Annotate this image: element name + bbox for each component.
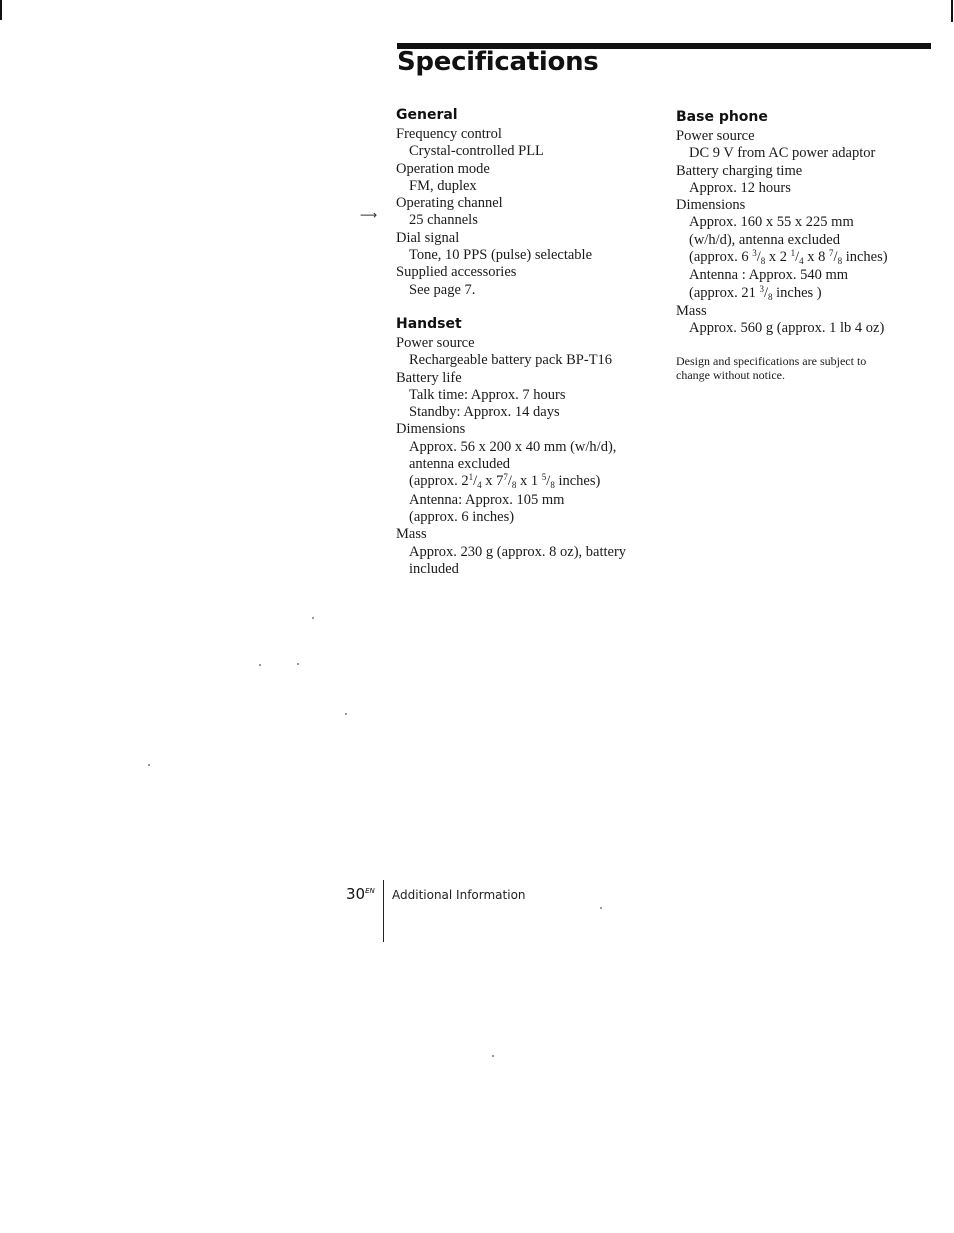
scan-speck <box>600 907 602 909</box>
base-power-value: DC 9 V from AC power adaptor <box>689 145 876 162</box>
fraction-numerator: 3 <box>752 248 757 259</box>
base-charging-value: Approx. 12 hours <box>689 179 791 196</box>
handset-heading: Handset <box>396 315 462 332</box>
fraction-denominator: 8 <box>768 291 773 302</box>
fraction-denominator: 4 <box>799 256 804 267</box>
right-column <box>676 108 936 382</box>
fraction-denominator: 8 <box>760 256 766 267</box>
scan-speck <box>312 617 314 619</box>
footer-divider <box>383 880 384 942</box>
scan-edge-mark-left <box>0 0 2 20</box>
handset-dim-line1: Approx. 56 x 200 x 40 mm (w/h/d), <box>409 438 617 455</box>
handset-standby: Standby: Approx. 14 days <box>409 404 560 421</box>
base-power-label: Power source <box>676 128 755 144</box>
left-column <box>396 106 676 578</box>
footer-section-title: Additional Information <box>392 888 526 902</box>
scan-speck <box>492 1055 494 1057</box>
handset-mass-line2: included <box>409 560 459 577</box>
base-antenna-inches: (approx. 21 $^3/_8$ inches ) <box>689 283 822 302</box>
dim-text: x 8 <box>803 249 826 266</box>
spec-item <box>396 195 676 230</box>
scan-speck <box>345 713 347 715</box>
base-dimensions-label: Dimensions <box>676 197 746 214</box>
spec-value: FM, duplex <box>409 177 477 194</box>
spec-value: See page 7. <box>409 281 476 298</box>
scan-speck <box>259 664 261 666</box>
spec-item <box>396 126 676 161</box>
page-language-suffix: EN <box>365 887 375 895</box>
notice-line: Design and specifications are subject to <box>676 353 867 368</box>
fraction-denominator: 4 <box>477 480 482 491</box>
fraction-numerator: 7 <box>503 472 508 483</box>
fraction-denominator: 8 <box>511 480 517 491</box>
spec-value: 25 channels <box>409 212 478 229</box>
scan-speck <box>148 764 150 766</box>
fraction-numerator: 7 <box>829 248 834 259</box>
base-dim-inches: (approx. 6 $^3/_8$ x 2 $^1/_4$ x 8 $^7/_8$ inches) <box>689 248 888 267</box>
base-mass-value: Approx. 560 g (approx. 1 lb 4 oz) <box>689 320 885 337</box>
base-charging-label: Battery charging time <box>676 162 803 179</box>
handset-dim-line2: antenna excluded <box>409 456 511 473</box>
handset-antenna-inches: (approx. 6 inches) <box>409 508 515 525</box>
handset-antenna: Antenna: Approx. 105 mm <box>409 491 565 508</box>
dim-text: x 2 <box>765 249 787 266</box>
handset-talk-time: Talk time: Approx. 7 hours <box>409 386 566 403</box>
handset-power-label: Power source <box>396 334 475 351</box>
base-mass-label: Mass <box>676 302 707 319</box>
handset-dim-inches: (approx. $2^1/_4$ x $7^7/_8$ x 1 $^5/_8$ inches) <box>409 472 601 491</box>
dim-text: inches) <box>554 473 601 490</box>
page-number <box>346 885 375 903</box>
spec-item <box>396 161 676 196</box>
spec-label: Dial signal <box>396 229 460 246</box>
spec-value: Tone, 10 PPS (pulse) selectable <box>409 247 593 264</box>
margin-arrow-mark: ⟶ <box>360 208 378 222</box>
dim-text: inches) <box>842 249 888 266</box>
spec-item <box>396 264 676 299</box>
spec-value: Crystal-controlled PLL <box>409 143 544 160</box>
page-number-value: 30 <box>346 885 366 903</box>
fraction-numerator: 5 <box>541 472 547 483</box>
base-dim-line1: Approx. 160 x 55 x 225 mm <box>689 214 854 231</box>
base-dim-line2: (w/h/d), antenna excluded <box>689 231 840 248</box>
spec-label: Supplied accessories <box>396 264 517 281</box>
fraction-denominator: 8 <box>550 480 555 491</box>
general-heading: General <box>396 107 458 123</box>
dim-text: inches ) <box>772 284 822 301</box>
specifications-notice <box>676 354 936 382</box>
handset-battery-label: Battery life <box>396 369 462 386</box>
scan-edge-mark-right <box>951 0 953 22</box>
spec-item <box>396 230 676 265</box>
handset-mass-line1: Approx. 230 g (approx. 8 oz), battery <box>409 543 627 560</box>
fraction-denominator: 8 <box>837 256 843 267</box>
spec-label: Frequency control <box>396 126 502 142</box>
fraction-numerator: 3 <box>759 283 764 294</box>
handset-mass-label: Mass <box>396 526 427 543</box>
dim-text: x 7 <box>481 473 504 490</box>
dim-text: (approx. 6 <box>689 249 749 266</box>
spec-label: Operating channel <box>396 195 503 212</box>
base-phone-heading: Base phone <box>676 109 768 125</box>
fraction-numerator: 1 <box>468 472 474 483</box>
dim-text: (approx. 21 <box>689 284 756 301</box>
base-antenna: Antenna : Approx. 540 mm <box>689 267 849 284</box>
dim-text: (approx. 2 <box>409 473 469 490</box>
spec-label: Operation mode <box>396 160 490 177</box>
fraction-numerator: 1 <box>790 248 796 259</box>
page-title: Specifications <box>397 47 599 77</box>
handset-power-value: Rechargeable battery pack BP-T16 <box>409 352 613 369</box>
handset-dimensions-label: Dimensions <box>396 421 466 438</box>
scan-speck <box>297 663 299 665</box>
notice-line: change without notice. <box>676 367 785 382</box>
dim-text: x 1 <box>516 473 539 490</box>
